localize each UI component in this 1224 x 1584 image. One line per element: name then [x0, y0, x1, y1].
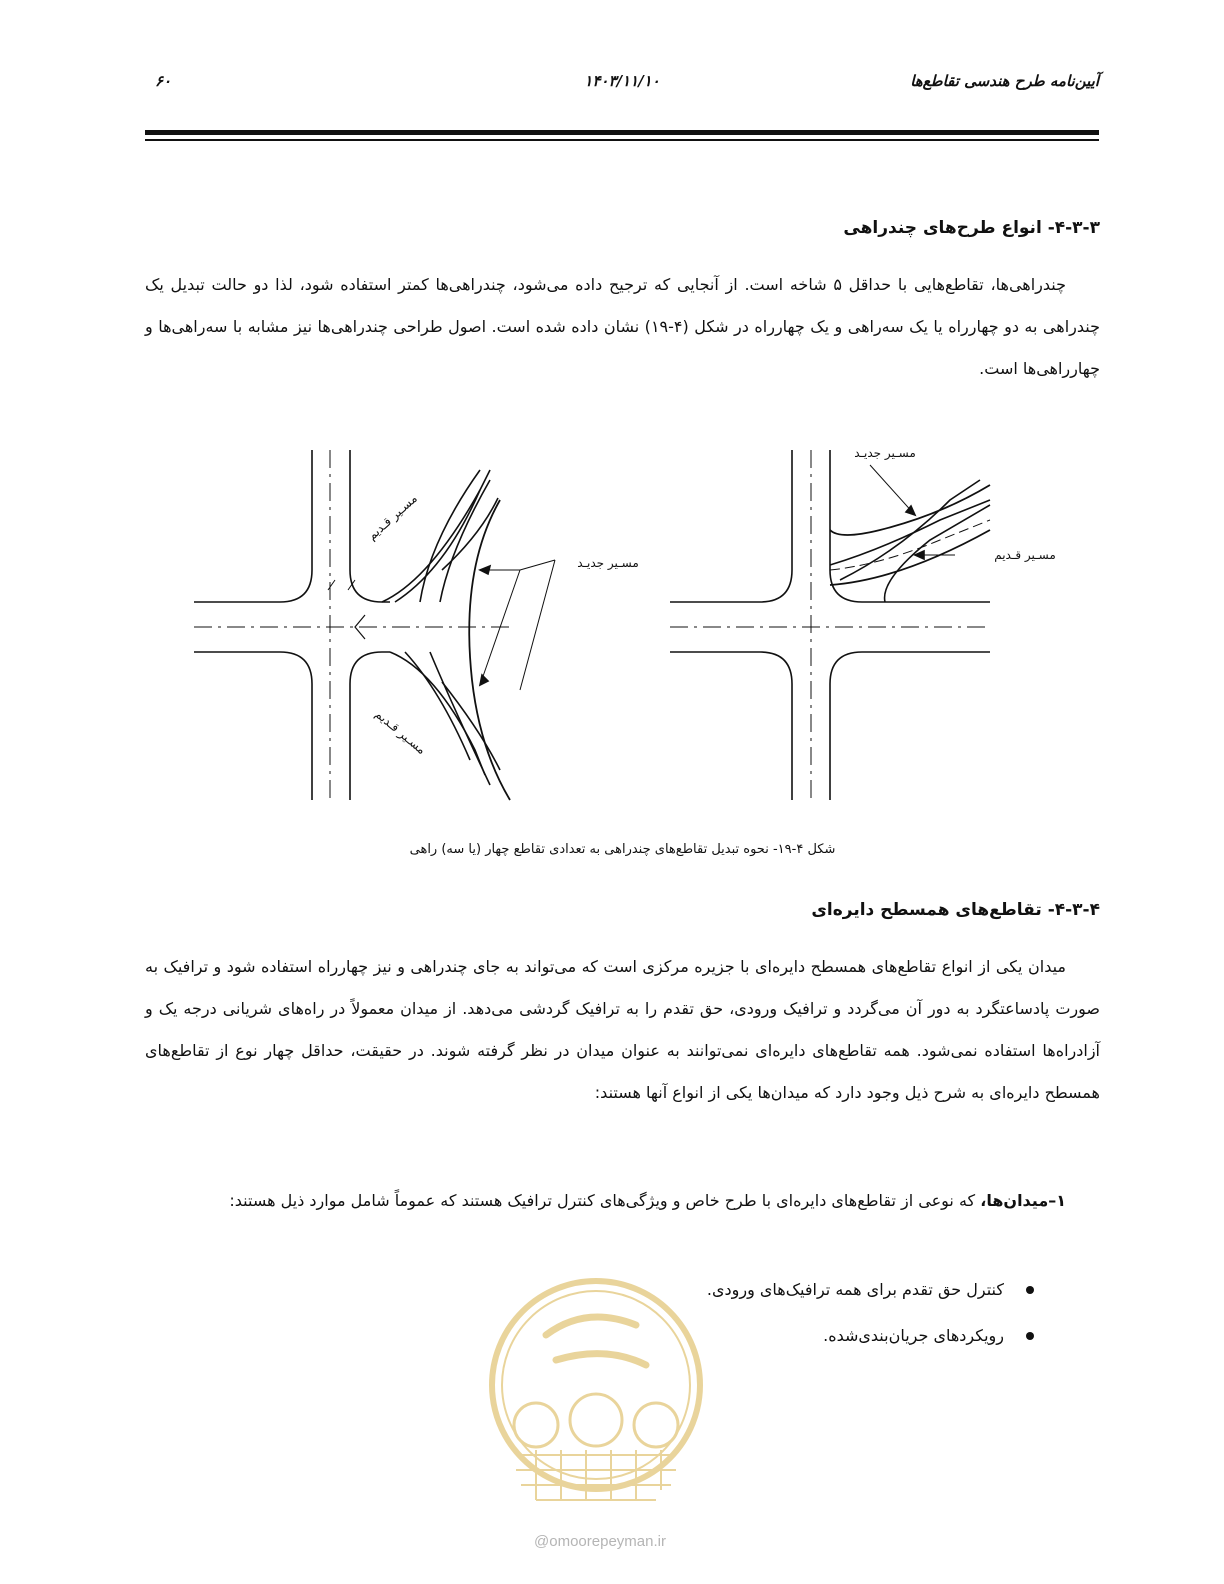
header-rule-thick	[145, 130, 1099, 135]
item1-paragraph	[145, 1180, 1100, 1222]
bullet-dot	[1026, 1286, 1034, 1294]
label-new-route-right: مسـیر جدیـد	[854, 446, 916, 460]
list-item	[707, 1316, 1034, 1362]
label-old-route-top-left: مسـیر قـدیم	[364, 491, 420, 543]
label-old-route-right: مسـیر قـدیم	[994, 548, 1056, 562]
label-new-route-left: مسـیر جدیـد	[577, 556, 639, 570]
watermark-url: @omoorepeyman.ir	[534, 1533, 666, 1550]
bullet-list	[707, 1270, 1034, 1362]
item1-title: ۱–میدان‌ها،	[980, 1191, 1066, 1210]
bullet-dot	[1026, 1332, 1034, 1340]
watermark-logo	[486, 1275, 706, 1535]
right-intersection-drawing	[670, 450, 990, 800]
list-item-text: کنترل حق تقدم برای همه ترافیک‌های ورودی.	[706, 1280, 1004, 1299]
label-old-route-bottom-left: مسـیر قـدیم	[372, 706, 429, 758]
header-date: ۱۴۰۳/۱۱/۱۰	[584, 72, 660, 90]
figure-intersection-conversion	[180, 430, 1080, 810]
page-header	[145, 72, 1099, 102]
list-item	[707, 1270, 1034, 1316]
section-heading-roundabout: ۴-۳-۴- تقاطع‌های همسطح دایره‌ای	[811, 900, 1100, 920]
section-heading-multileg: ۴-۳-۳- انواع طرح‌های چندراهی	[843, 218, 1100, 238]
header-title: آیین‌نامه طرح هندسی تقاطع‌ها	[910, 72, 1099, 90]
header-rule-thin	[145, 139, 1099, 141]
item1-text: که نوعی از تقاطع‌های دایره‌ای با طرح خاص و ویژگی‌های کنترل ترافیک هستند که عموماً شامل موارد ذیل هستند:	[229, 1191, 981, 1210]
page-number: ۶۰	[155, 72, 172, 90]
list-item-text: رویکردهای جریان‌بندی‌شده.	[823, 1326, 1004, 1345]
section-paragraph-roundabout: میدان یکی از انواع تقاطع‌های همسطح دایره‌ای با جزیره مرکزی است که می‌تواند به جای چندراهی و نیز چهارراه استفاده شود و ترافیک به صورت پادساعتگرد به دور آن می‌گردد و ترافیک ورودی، حق تقدم را به ترافیک گردشی می‌دهد. از میدان معمولاً در راه‌های شریانی درجه یک و آزادراه‌ها استفاده نمی‌شود. همه تقاطع‌های دایره‌ای نمی‌توانند به عنوان میدان در نظر گرفته شوند. در حقیقت، حداقل چهار نوع از تقاطع‌های همسطح دایره‌ای به شرح ذیل وجود دارد که میدان‌ها یکی از انواع آنها هستند:	[145, 957, 1100, 1102]
left-intersection-drawing	[194, 450, 555, 800]
figure-caption: شکل ۴-۱۹- نحوه تبدیل تقاطع‌های چندراهی به تعدادی تقاطع چهار (یا سه) راهی	[409, 842, 836, 857]
section-paragraph-multileg: چندراهی‌ها، تقاطع‌هایی با حداقل ۵ شاخه است. از آنجایی که ترجیح داده می‌شود، چندراهی‌ها کمتر استفاده شود، لذا دو حالت تبدیل یک چندراهی به دو چهارراه یا یک سه‌راهی و یک چهارراه در شکل (۴-۱۹) نشان داده شده است. اصول طراحی چندراهی‌ها نیز مشابه با سه‌راهی‌ها و چهارراهی‌ها است.	[145, 275, 1100, 378]
